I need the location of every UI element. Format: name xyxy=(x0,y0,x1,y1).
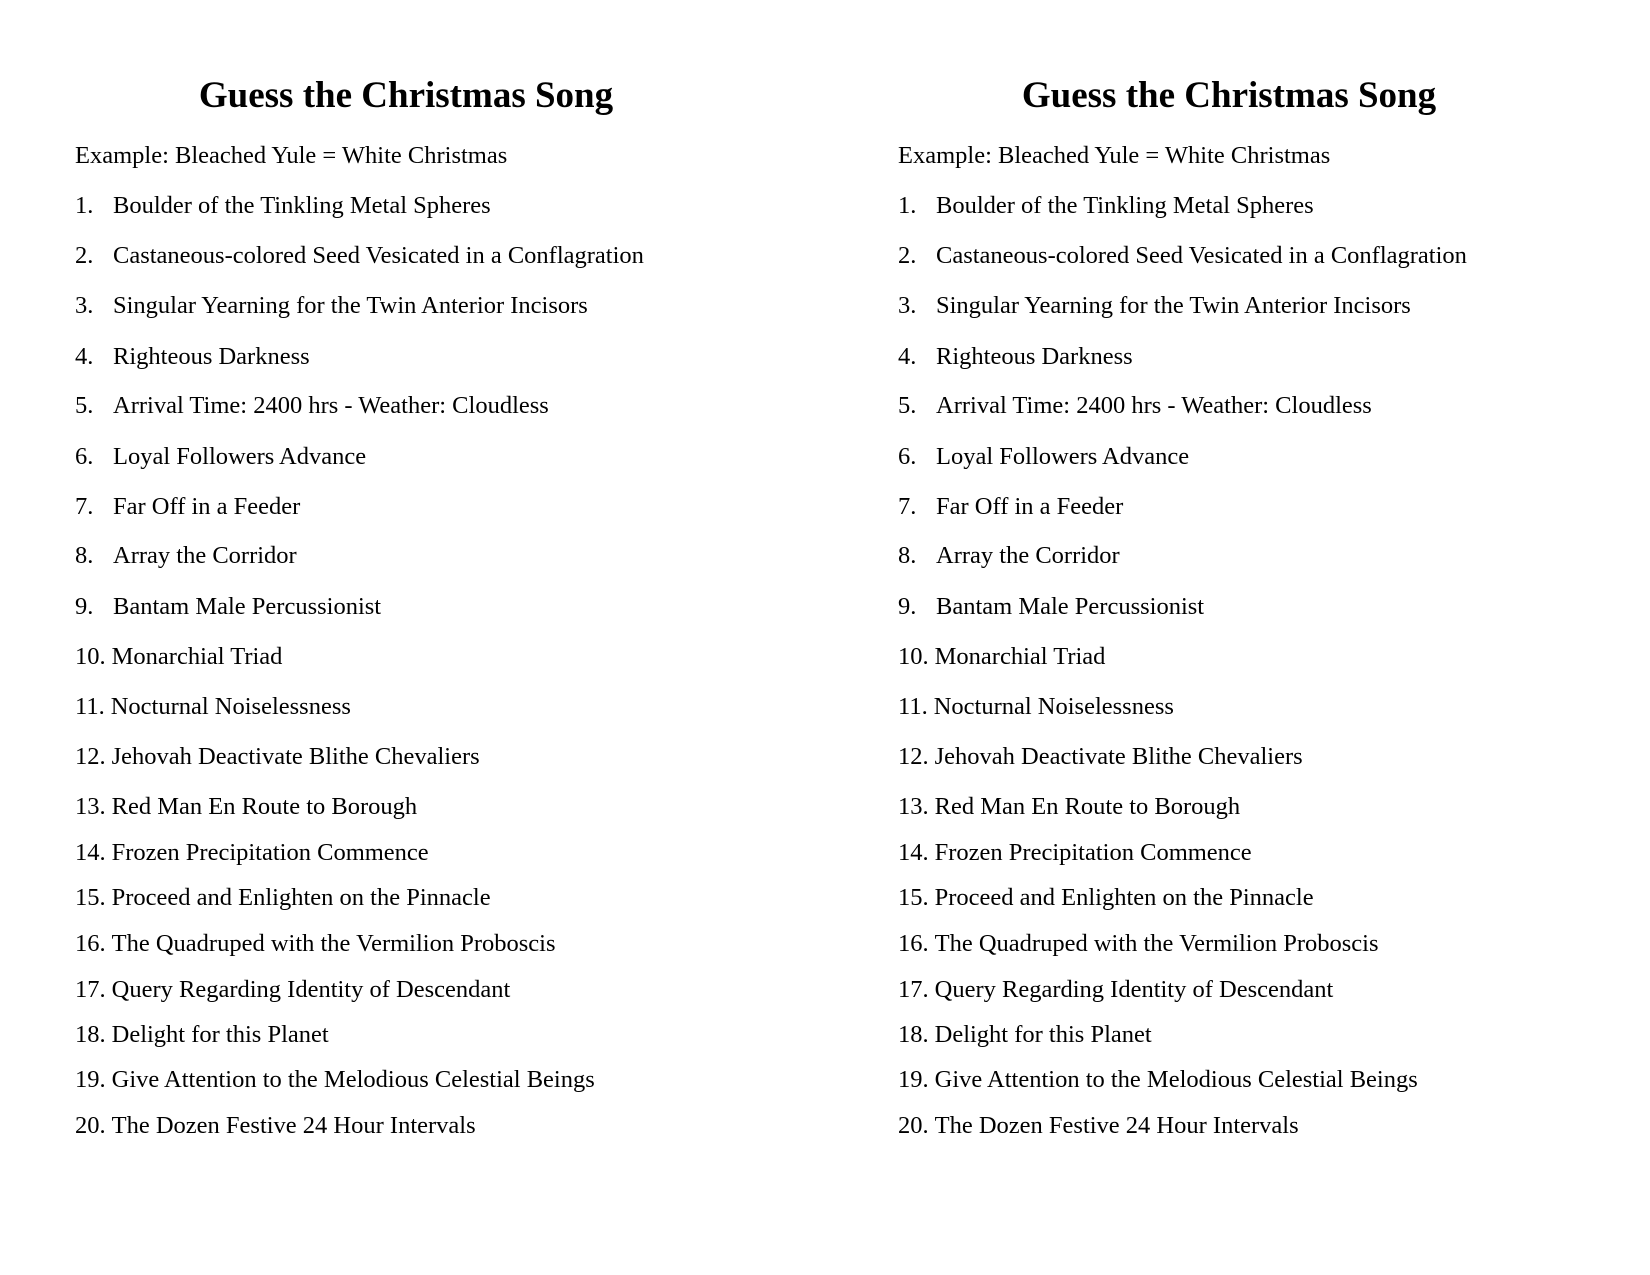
clue-item xyxy=(898,492,1123,522)
clue-text: Boulder of the Tinkling Metal Spheres xyxy=(936,192,1314,219)
clue-item xyxy=(75,692,351,722)
clue-text: Nocturnal Noiselessness xyxy=(933,693,1174,720)
clue-text: Arrival Time: 2400 hrs - Weather: Cloudless xyxy=(113,392,549,419)
clue-text: Jehovah Deactivate Blithe Chevaliers xyxy=(934,743,1303,770)
clue-number: 13. xyxy=(898,793,929,820)
clue-number: 15. xyxy=(75,884,106,911)
clue-item xyxy=(898,742,1303,772)
clue-text: Singular Yearning for the Twin Anterior Incisors xyxy=(936,292,1411,319)
clue-item xyxy=(898,929,1379,959)
clue-text: Monarchial Triad xyxy=(111,643,283,670)
clue-text: Frozen Precipitation Commence xyxy=(934,839,1252,866)
clue-text: Delight for this Planet xyxy=(111,1021,329,1048)
clue-item xyxy=(898,241,1467,271)
clue-number: 19. xyxy=(75,1066,106,1093)
clue-text: Righteous Darkness xyxy=(113,343,310,370)
clue-number: 19. xyxy=(898,1066,929,1093)
clue-item xyxy=(898,191,1314,221)
clue-number: 20. xyxy=(75,1112,106,1139)
clue-number: 5. xyxy=(898,392,917,419)
clue-text: Righteous Darkness xyxy=(936,343,1133,370)
clue-number: 12. xyxy=(898,743,929,770)
clue-number: 14. xyxy=(75,839,106,866)
clue-item xyxy=(75,642,282,672)
clue-item xyxy=(898,442,1189,472)
clue-text: Nocturnal Noiselessness xyxy=(110,693,351,720)
clue-number: 7. xyxy=(898,493,917,520)
clue-item xyxy=(898,342,1133,372)
clue-item xyxy=(898,792,1240,822)
clue-number: 18. xyxy=(898,1021,929,1048)
clue-text: Loyal Followers Advance xyxy=(113,443,367,470)
clue-number: 17. xyxy=(898,976,929,1003)
clue-number: 16. xyxy=(898,930,929,957)
clue-item xyxy=(898,1065,1418,1095)
clue-text: Singular Yearning for the Twin Anterior Incisors xyxy=(113,292,588,319)
clue-text: Query Regarding Identity of Descendant xyxy=(111,976,511,1003)
clue-text: Red Man En Route to Borough xyxy=(111,793,418,820)
clue-text: Arrival Time: 2400 hrs - Weather: Cloudless xyxy=(936,392,1372,419)
clue-number: 15. xyxy=(898,884,929,911)
clue-text: Delight for this Planet xyxy=(934,1021,1152,1048)
clue-item xyxy=(75,592,381,622)
clue-number: 10. xyxy=(75,643,106,670)
clue-number: 11. xyxy=(898,693,928,720)
clue-item xyxy=(75,838,429,868)
clue-text: Bantam Male Percussionist xyxy=(936,593,1205,620)
clue-number: 9. xyxy=(75,593,94,620)
clue-number: 9. xyxy=(898,593,917,620)
clue-number: 4. xyxy=(898,343,917,370)
clue-item xyxy=(75,929,556,959)
clue-text: Bantam Male Percussionist xyxy=(113,593,382,620)
clue-number: 6. xyxy=(898,443,917,470)
clue-number: 1. xyxy=(898,192,917,219)
clue-text: Monarchial Triad xyxy=(934,643,1106,670)
clue-item xyxy=(898,592,1204,622)
clue-item xyxy=(75,442,366,472)
clue-number: 20. xyxy=(898,1112,929,1139)
clue-number: 17. xyxy=(75,976,106,1003)
clue-number: 3. xyxy=(898,292,917,319)
clue-number: 7. xyxy=(75,493,94,520)
clue-text: The Dozen Festive 24 Hour Intervals xyxy=(934,1112,1299,1139)
clue-text: The Dozen Festive 24 Hour Intervals xyxy=(111,1112,476,1139)
clue-text: Frozen Precipitation Commence xyxy=(111,839,429,866)
clue-text: The Quadruped with the Vermilion Proboscis xyxy=(111,930,556,957)
clue-item xyxy=(75,391,549,421)
clue-text: Query Regarding Identity of Descendant xyxy=(934,976,1334,1003)
clue-number: 14. xyxy=(898,839,929,866)
clue-number: 12. xyxy=(75,743,106,770)
clue-number: 13. xyxy=(75,793,106,820)
example-line: Example: Bleached Yule = White Christmas xyxy=(75,142,508,169)
clue-item xyxy=(75,1020,329,1050)
clue-number: 5. xyxy=(75,392,94,419)
clue-number: 2. xyxy=(75,242,94,269)
clue-item xyxy=(898,883,1314,913)
clue-item xyxy=(75,883,491,913)
clue-text: Loyal Followers Advance xyxy=(936,443,1190,470)
clue-number: 8. xyxy=(75,542,94,569)
clue-text: Array the Corridor xyxy=(113,542,297,569)
clue-text: The Quadruped with the Vermilion Proboscis xyxy=(934,930,1379,957)
worksheet-title: Guess the Christmas Song xyxy=(1021,75,1437,116)
clue-item xyxy=(75,1065,595,1095)
clue-text: Far Off in a Feeder xyxy=(113,493,301,520)
clue-number: 18. xyxy=(75,1021,106,1048)
clue-text: Array the Corridor xyxy=(936,542,1120,569)
clue-item xyxy=(75,792,417,822)
clue-item xyxy=(75,492,300,522)
clue-text: Proceed and Enlighten on the Pinnacle xyxy=(111,884,491,911)
clue-text: Red Man En Route to Borough xyxy=(934,793,1241,820)
worksheet-title: Guess the Christmas Song xyxy=(198,75,614,116)
clue-number: 1. xyxy=(75,192,94,219)
clue-number: 8. xyxy=(898,542,917,569)
clue-number: 10. xyxy=(898,643,929,670)
clue-number: 16. xyxy=(75,930,106,957)
clue-text: Far Off in a Feeder xyxy=(936,493,1124,520)
clue-item xyxy=(75,1111,476,1141)
clue-text: Proceed and Enlighten on the Pinnacle xyxy=(934,884,1314,911)
clue-number: 6. xyxy=(75,443,94,470)
clue-item xyxy=(898,838,1252,868)
clue-item xyxy=(75,291,588,321)
worksheet-right xyxy=(823,0,1563,1275)
clue-text: Castaneous-colored Seed Vesicated in a Conflagration xyxy=(936,242,1467,269)
clue-text: Give Attention to the Melodious Celestial Beings xyxy=(111,1066,595,1093)
clue-number: 2. xyxy=(898,242,917,269)
clue-text: Give Attention to the Melodious Celestial Beings xyxy=(934,1066,1418,1093)
clue-number: 11. xyxy=(75,693,105,720)
clue-item xyxy=(75,191,491,221)
clue-number: 3. xyxy=(75,292,94,319)
clue-item xyxy=(75,975,510,1005)
clue-item xyxy=(898,692,1174,722)
clue-text: Jehovah Deactivate Blithe Chevaliers xyxy=(111,743,480,770)
clue-item xyxy=(898,1020,1152,1050)
clue-item xyxy=(898,975,1333,1005)
clue-item xyxy=(75,742,480,772)
worksheet-left xyxy=(0,0,740,1275)
clue-item xyxy=(898,291,1411,321)
clue-text: Castaneous-colored Seed Vesicated in a Conflagration xyxy=(113,242,644,269)
clue-item xyxy=(898,1111,1299,1141)
clue-number: 4. xyxy=(75,343,94,370)
clue-item xyxy=(75,241,644,271)
clue-item xyxy=(75,541,297,571)
clue-text: Boulder of the Tinkling Metal Spheres xyxy=(113,192,491,219)
clue-item xyxy=(898,391,1372,421)
clue-item xyxy=(898,541,1120,571)
clue-item xyxy=(75,342,310,372)
example-line: Example: Bleached Yule = White Christmas xyxy=(898,142,1331,169)
clue-item xyxy=(898,642,1105,672)
